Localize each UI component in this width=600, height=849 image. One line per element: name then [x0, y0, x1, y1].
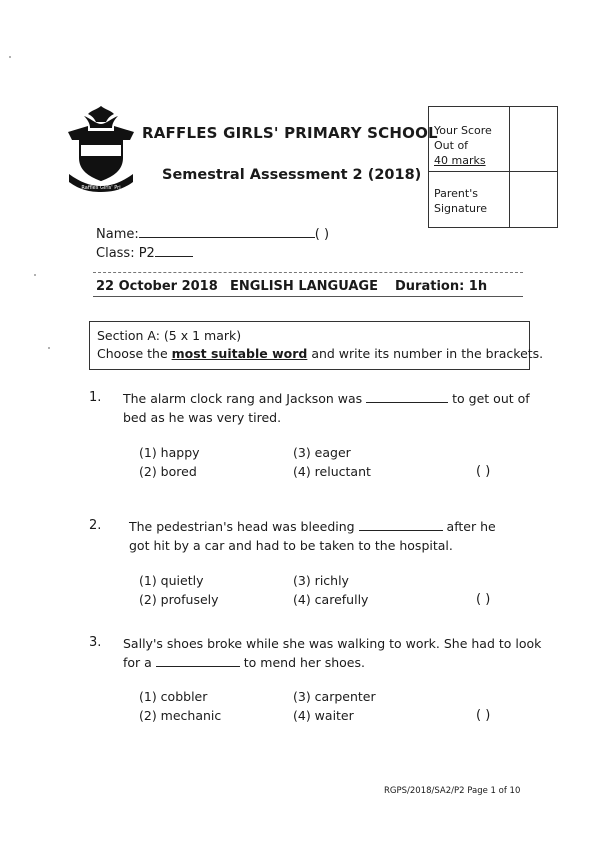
answer-blank: [156, 655, 240, 667]
question-text-line: Sally's shoes broke while she was walking to work. She had to look: [123, 636, 542, 651]
section-instructions-box: [89, 321, 544, 370]
option: (2) bored: [139, 464, 197, 479]
option: (1) happy: [139, 445, 200, 460]
register-number-parens: ( ): [314, 227, 330, 242]
instruction-text: and write its number in the brackets.: [307, 346, 544, 361]
answer-blank: [366, 391, 448, 403]
signature-label-line: Signature: [434, 202, 488, 215]
question-text: [123, 389, 530, 427]
question-text: [129, 517, 496, 555]
name-row: [96, 226, 329, 242]
scan-speck: [9, 56, 11, 58]
exam-duration: Duration: 1h: [395, 279, 488, 294]
exam-subject: ENGLISH LANGUAGE: [230, 279, 378, 294]
name-label: Name:: [96, 227, 139, 242]
score-label-line: Your Score: [434, 124, 492, 137]
option: (4) reluctant: [293, 464, 371, 479]
question-text-part: to get out of: [448, 391, 530, 406]
school-name: RAFFLES GIRLS' PRIMARY SCHOOL: [142, 124, 438, 142]
signature-label: [434, 186, 508, 216]
question-text-line: bed as he was very tired.: [123, 410, 282, 425]
section-heading: Section A: (5 x 1 mark): [97, 328, 242, 343]
option: (3) eager: [293, 445, 351, 460]
score-label: [434, 123, 508, 168]
question-text-line: got hit by a car and had to be taken to the hospital.: [129, 538, 453, 553]
svg-text:Raffles Girls' Pri: Raffles Girls' Pri: [81, 185, 121, 191]
option: (3) richly: [293, 573, 349, 588]
answer-bracket[interactable]: ( ): [476, 708, 491, 723]
option: (4) carefully: [293, 592, 369, 607]
question-text-part: to mend her shoes.: [239, 655, 365, 670]
total-marks: 40 marks: [434, 154, 486, 167]
question-text-part: for a: [123, 655, 156, 670]
question-text-part: after he: [442, 519, 496, 534]
instruction-text: Choose the: [97, 346, 172, 361]
question-text-part: The alarm clock rang and Jackson was: [123, 391, 367, 406]
exam-date: 22 October 2018: [96, 279, 218, 294]
question-number: 3.: [89, 635, 102, 650]
score-box-divider: [509, 107, 510, 227]
class-field[interactable]: [155, 245, 193, 257]
option: (1) quietly: [139, 573, 204, 588]
answer-bracket[interactable]: ( ): [476, 464, 491, 479]
question-text: [123, 634, 541, 672]
option: (2) profusely: [139, 592, 219, 607]
answer-bracket[interactable]: ( ): [476, 592, 491, 607]
page-footer: RGPS/2018/SA2/P2 Page 1 of 10: [384, 786, 521, 796]
name-field[interactable]: [139, 226, 315, 238]
score-box-divider: [429, 171, 557, 172]
score-label-line: Out of: [434, 139, 469, 152]
option: (3) carpenter: [293, 689, 376, 704]
option: (4) waiter: [293, 708, 354, 723]
option: (2) mechanic: [139, 708, 222, 723]
section-instruction: [97, 346, 543, 361]
divider: [93, 272, 523, 273]
instruction-highlight: most suitable word: [171, 346, 308, 361]
score-box: [428, 106, 558, 228]
class-label: Class: P2: [96, 246, 155, 261]
question-text-part: The pedestrian's head was bleeding: [129, 519, 359, 534]
answer-blank: [359, 519, 443, 531]
assessment-title: Semestral Assessment 2 (2018): [162, 167, 422, 183]
class-row: [96, 245, 193, 261]
question-number: 1.: [89, 390, 102, 405]
scan-speck: [34, 274, 36, 276]
signature-label-line: Parent's: [434, 187, 478, 200]
divider: [93, 296, 523, 297]
question-number: 2.: [89, 518, 102, 533]
school-crest-logo: [66, 104, 136, 192]
option: (1) cobbler: [139, 689, 208, 704]
scan-speck: [48, 347, 50, 349]
